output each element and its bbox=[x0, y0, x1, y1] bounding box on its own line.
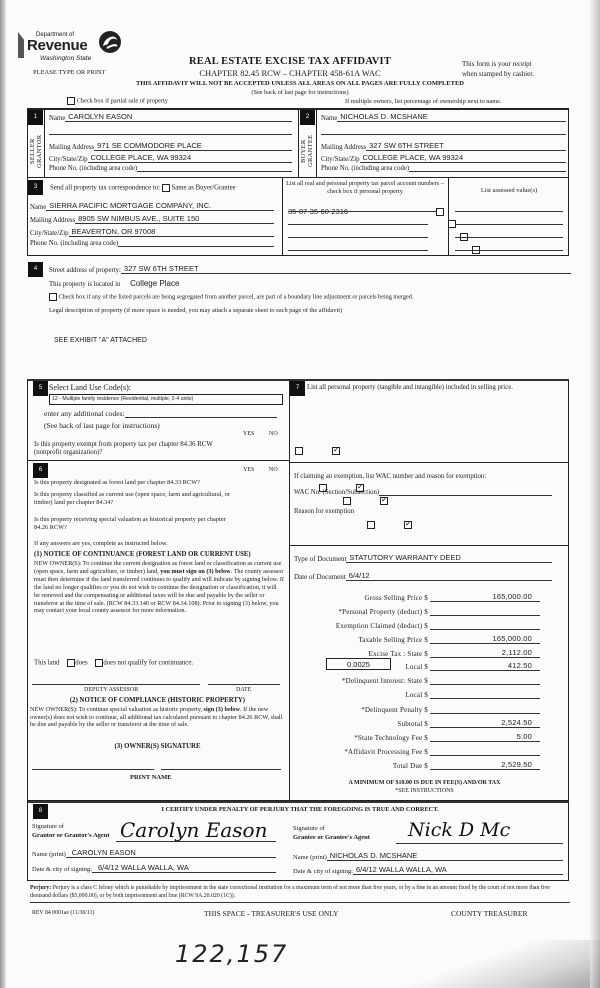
buyer-grantee-label: BUYER GRANTEE bbox=[300, 134, 314, 168]
fee-row-taxable[interactable]: Taxable Selling Price $ 165,000.00 bbox=[300, 631, 540, 644]
if-yes-note: If any answers are yes, complete as instructed below. bbox=[34, 540, 168, 547]
please-type-label: PLEASE TYPE OR PRINT bbox=[33, 69, 106, 76]
current-use-yes-checkbox[interactable] bbox=[343, 497, 351, 505]
section-4-badge: 4 bbox=[28, 262, 43, 277]
segregated-checkbox-row[interactable]: Check box if any of the listed parcels are being segregated from another parcel, are part of a boundary line adjustment or parcels being merged. bbox=[49, 293, 413, 301]
correspondence-label-row: Send all property tax correspondence to: Same as Buyer/Grantee bbox=[50, 184, 236, 192]
personal-property-label: List all personal property (tangible and intangible) included in selling price. bbox=[307, 384, 513, 391]
parcel-row[interactable] bbox=[288, 214, 428, 225]
fee-row-exemption[interactable]: Exemption Claimed (deduct) $ bbox=[300, 617, 540, 630]
land-use-instructions: (See back of last page for instructions) bbox=[44, 421, 160, 430]
logo-line-3: Washington State bbox=[40, 55, 92, 62]
assessed-value-field[interactable] bbox=[455, 224, 563, 225]
seller-city-field[interactable]: City/State/Zip COLLEGE PLACE, WA 99324 bbox=[49, 153, 292, 163]
logo-line-1: Department of bbox=[36, 32, 75, 38]
fee-row-gross[interactable]: Gross Selling Price $ 165,000.00 bbox=[300, 589, 540, 602]
notice-compliance-text: NEW OWNER(S): To continue special valuation as historic property, sign (3) below. If the new owner(s) does not wish to continue, all additional tax calculated pursuant to chapter 84.26 RCW, shall be due and payable by the seller or transferor at the time of sale. bbox=[30, 706, 283, 729]
historical-question: Is this property receiving special valuation as historical property per chapter 84.26 RCW? bbox=[34, 516, 226, 531]
print-name-label: PRINT NAME bbox=[130, 774, 172, 781]
assessed-header: List assessed value(s) bbox=[480, 187, 538, 194]
divider bbox=[44, 108, 45, 178]
grantee-signature: Nick D Mc bbox=[408, 819, 511, 841]
section-2-badge: 2 bbox=[300, 110, 315, 125]
partial-sale-label: Check box if partial sale of property bbox=[76, 97, 168, 105]
grantee-signature-label: Signature of bbox=[293, 825, 325, 832]
assessed-value-field[interactable] bbox=[455, 211, 563, 212]
current-use-no-checkbox[interactable] bbox=[380, 497, 388, 505]
exempt-question: Is this property exempt from property tax per chapter 84.36 RCW (nonprofit organization)? bbox=[34, 441, 213, 456]
fee-row-total-due[interactable]: Total Due $ 2,529.50 bbox=[300, 757, 540, 770]
minimum-fee-note: A MINIMUM OF $10.00 IS DUE IN FEE(S) AND/OR TAX bbox=[348, 780, 501, 786]
parcels-header: List all real and personal property tax parcel account numbers – check box if personal property bbox=[286, 180, 444, 195]
no-header: NO bbox=[269, 467, 278, 473]
section-5-badge: 5 bbox=[33, 381, 48, 396]
deputy-assessor-signature-line[interactable] bbox=[32, 684, 200, 685]
form-subtitle: CHAPTER 82.45 RCW – CHAPTER 458-61A WAC bbox=[199, 68, 381, 78]
seller-mailing-field[interactable]: Mailing Address 971 SE COMMODORE PLACE bbox=[49, 141, 292, 151]
seller-grantor-label: SELLER GRANTOR bbox=[29, 134, 43, 168]
property-street-field[interactable]: Street address of property: 327 SW 6TH STREET bbox=[49, 264, 571, 274]
grantee-signature-label-2: Grantee or Grantee's Agent bbox=[293, 834, 370, 841]
exemption-label: If claiming an exemption, list WAC number and reason for exemption: bbox=[294, 473, 487, 480]
property-location-row: This property is located in College Place bbox=[49, 279, 180, 288]
date-label: DATE bbox=[236, 687, 252, 693]
dor-logo bbox=[14, 26, 124, 66]
notice-continuance-title: (1) NOTICE OF CONTINUANCE (FOREST LAND OR CURRENT USE) bbox=[34, 551, 251, 558]
divider bbox=[282, 178, 283, 256]
property-location-value[interactable]: College Place bbox=[130, 279, 180, 288]
correspondence-name-field[interactable]: Name SIERRA PACIFIC MORTGAGE COMPANY, INC. bbox=[30, 201, 274, 211]
buyer-phone-field[interactable]: Phone No. (including area code) bbox=[321, 165, 566, 172]
handwritten-receipt-number: 122,157 bbox=[175, 940, 289, 968]
personal-property-field[interactable] bbox=[307, 410, 557, 458]
yes-header: YES bbox=[243, 431, 255, 437]
local-rate-box[interactable]: 0.0025 bbox=[326, 658, 391, 670]
fee-row-technology[interactable]: *State Technology Fee $ 5.00 bbox=[300, 729, 540, 742]
does-not-qualify-checkbox[interactable] bbox=[95, 659, 103, 667]
assessed-value-field[interactable] bbox=[455, 237, 563, 238]
forest-land-question: Is this property designated as forest land per chapter 84.33 RCW? bbox=[34, 479, 200, 486]
section-6-badge: 6 bbox=[33, 463, 48, 478]
dor-swirl-logo-icon bbox=[98, 30, 122, 54]
notice-continuance-text: NEW OWNER(S): To continue the current designation as forest land or classification as current use (open space, farm and agriculture, or timber) land, you must sign on (3) below. The county assessor must then determine if the land transferred continues to qualify and will indicate by signing below. If the land no longer qualifies or you do not wish to continue the designation or classification, it will be removed and the compensating or additional taxes will be due and payable by the seller or transferor at the time of sale. (RCW 84.33.140 or RCW 84.34.108). Prior to signing (3) below, you may contact your local county assessor for more information. bbox=[34, 560, 284, 615]
correspondence-city-field[interactable]: City/State/Zip BEAVERTON, OR 97008 bbox=[30, 227, 274, 237]
grantor-signature-label: Signature of bbox=[32, 823, 64, 830]
logo-line-2: Revenue bbox=[27, 37, 88, 54]
grantee-signature-line[interactable] bbox=[396, 843, 563, 844]
divider bbox=[316, 108, 317, 178]
document-type-field[interactable]: Type of Document STATUTORY WARRANTY DEED bbox=[294, 553, 552, 563]
exempt-yes-checkbox[interactable] bbox=[295, 447, 303, 455]
idaho-shape-icon bbox=[18, 32, 24, 58]
segregated-checkbox[interactable] bbox=[49, 293, 57, 301]
buyer-city-field[interactable]: City/State/Zip COLLEGE PLACE, WA 99324 bbox=[321, 153, 566, 163]
no-header: NO bbox=[269, 431, 278, 437]
perjury-certification: I CERTIFY UNDER PENALTY OF PERJURY THAT THE FOREGOING IS TRUE AND CORRECT. bbox=[161, 806, 439, 813]
multiple-owners-note: If multiple owners, list percentage of ownership next to name. bbox=[345, 98, 502, 105]
section-1-badge: 1 bbox=[28, 110, 43, 125]
correspondence-phone-field[interactable]: Phone No. (including area code) bbox=[30, 240, 274, 247]
wac-number-field[interactable]: WAC No. (Section/Subsection) bbox=[294, 489, 552, 496]
section-3-badge: 3 bbox=[28, 180, 43, 195]
column-divider bbox=[289, 379, 290, 801]
county-treasurer-label: COUNTY TREASURER bbox=[451, 909, 528, 918]
grantee-print-name-field[interactable]: Name (print) NICHOLAS D. MCSHANE bbox=[293, 851, 563, 861]
grantee-date-city-field[interactable]: Date & city of signing: 6/4/12 WALLA WALLA, WA bbox=[293, 865, 563, 875]
form-revision: REV 84 0001ae (11/30/11) bbox=[32, 910, 95, 916]
assessed-value-field[interactable] bbox=[455, 250, 563, 251]
buyer-name-field[interactable]: Name NICHOLAS D. MCSHANE bbox=[321, 112, 566, 122]
see-instructions-note: *SEE INSTRUCTIONS bbox=[395, 788, 454, 794]
deputy-assessor-label: DEPUTY ASSESSOR bbox=[84, 687, 139, 693]
seller-side-label bbox=[29, 128, 43, 174]
divider bbox=[298, 108, 299, 178]
grantor-signature: Carolyn Eason bbox=[120, 818, 268, 842]
does-qualify-checkbox[interactable] bbox=[67, 659, 75, 667]
assessor-date-line[interactable] bbox=[208, 684, 280, 685]
partial-sale-checkbox-row[interactable] bbox=[67, 97, 168, 105]
document-date-field[interactable]: Date of Document 6/4/12 bbox=[294, 571, 552, 581]
notice-compliance-title: (2) NOTICE OF COMPLIANCE (HISTORIC PROPERTY) bbox=[69, 697, 246, 704]
same-as-buyer-checkbox[interactable] bbox=[162, 184, 170, 192]
receipt-note: This form is your receipt bbox=[462, 60, 532, 68]
land-use-label: Select Land Use Code(s): bbox=[49, 383, 131, 392]
fee-row-processing[interactable]: *Affidavit Processing Fee $ bbox=[300, 743, 540, 756]
form-title: REAL ESTATE EXCISE TAX AFFIDAVIT bbox=[188, 56, 392, 67]
divider bbox=[27, 460, 289, 461]
completion-warning: THIS AFFIDAVIT WILL NOT BE ACCEPTED UNLESS ALL AREAS ON ALL PAGES ARE FULLY COMPLETED bbox=[136, 80, 464, 87]
grantor-print-name-field[interactable]: Name (print) CAROLYN EASON bbox=[32, 848, 276, 858]
partial-sale-checkbox[interactable] bbox=[67, 97, 75, 105]
reason-label: Reason for exemption bbox=[294, 508, 355, 515]
land-use-select[interactable]: 12 - Multiple family residence (Residential, multiple, 2-4 units) bbox=[49, 394, 283, 405]
legal-description-label: Legal description of property (if more space is needed, you may attach a separate sheet to each page of the affidavit) bbox=[49, 307, 343, 314]
fee-row-subtotal[interactable]: Subtotal $ 2,524.50 bbox=[300, 715, 540, 728]
seller-name-line-2[interactable] bbox=[49, 134, 292, 135]
yes-header: YES bbox=[243, 467, 255, 473]
personal-property-checkbox[interactable] bbox=[436, 208, 444, 216]
seller-phone-field[interactable]: Phone No. (including area code) bbox=[49, 165, 292, 172]
parcel-row[interactable] bbox=[288, 227, 428, 238]
reason-field[interactable] bbox=[294, 518, 552, 542]
grantor-signature-label-2: Grantor or Grantor's Agent bbox=[32, 832, 110, 839]
divider bbox=[289, 545, 569, 546]
fee-row-state-excise[interactable]: Excise Tax : State $ 2,112.00 bbox=[300, 645, 540, 658]
receipt-note-2: when stamped by cashier. bbox=[462, 70, 534, 78]
legal-description-value[interactable]: SEE EXHIBIT "A" ATTACHED bbox=[54, 337, 147, 344]
fee-row-delinquent-interest-local[interactable]: Local $ bbox=[300, 686, 540, 699]
seller-name-field[interactable]: Name CAROLYN EASON bbox=[49, 112, 292, 122]
buyer-mailing-field[interactable]: Mailing Address 327 SW 6TH STREET bbox=[321, 141, 566, 151]
owner-print-name-line[interactable] bbox=[161, 769, 281, 770]
fee-row-personal-property[interactable]: *Personal Property (deduct) $ bbox=[300, 603, 540, 616]
fee-row-delinquent-penalty[interactable]: *Delinquent Penalty $ bbox=[300, 701, 540, 714]
parcel-row[interactable]: 35-07-35-60-2316 bbox=[288, 201, 438, 212]
section-7-badge: 7 bbox=[290, 381, 305, 396]
section-8-badge: 8 bbox=[33, 804, 48, 819]
owner-signature-line[interactable] bbox=[32, 769, 154, 770]
instructions-note: (See back of last page for instructions) bbox=[251, 89, 349, 96]
owner-signature-label: (3) OWNER(S) SIGNATURE bbox=[114, 743, 201, 750]
fee-row-delinquent-interest-state[interactable]: *Delinquent Interest: State $ bbox=[300, 672, 540, 685]
fee-row-local-excise[interactable]: Local $ 412.50 bbox=[300, 658, 540, 671]
current-use-question: Is this property classified as current use (open space, farm and agricultural, or timber) land per chapter 84.34? bbox=[34, 491, 230, 506]
divider bbox=[448, 178, 449, 256]
treasurer-use-label: THIS SPACE - TREASURER'S USE ONLY bbox=[204, 909, 339, 918]
grantor-date-city-field[interactable]: Date & city of signing: 6/4/12 WALLA WALLA, WA bbox=[32, 863, 276, 873]
divider bbox=[289, 462, 569, 463]
buyer-name-line-2[interactable] bbox=[321, 134, 566, 135]
additional-codes-field[interactable]: enter any additional codes: bbox=[44, 409, 277, 418]
page-curl-shadow bbox=[400, 940, 600, 988]
buyer-side-label bbox=[300, 128, 314, 174]
parcel-row[interactable] bbox=[288, 240, 428, 251]
perjury-notice: Perjury: Perjury is a class C felony which is punishable by imprisonment in the state correctional institution for a maximum term of not more than five years, or by a fine in an amount fixed by the court of not more than five thousand dollars ($5,000.00), or by both imprisonment and fine (RCW 9A.20.020 (1C)). bbox=[30, 884, 570, 903]
correspondence-mailing-field[interactable]: Mailing Address 8905 SW NIMBUS AVE., SUITE 150 bbox=[30, 214, 274, 224]
continuance-qualification-row: This land does does not qualify for continuance. bbox=[34, 659, 194, 667]
